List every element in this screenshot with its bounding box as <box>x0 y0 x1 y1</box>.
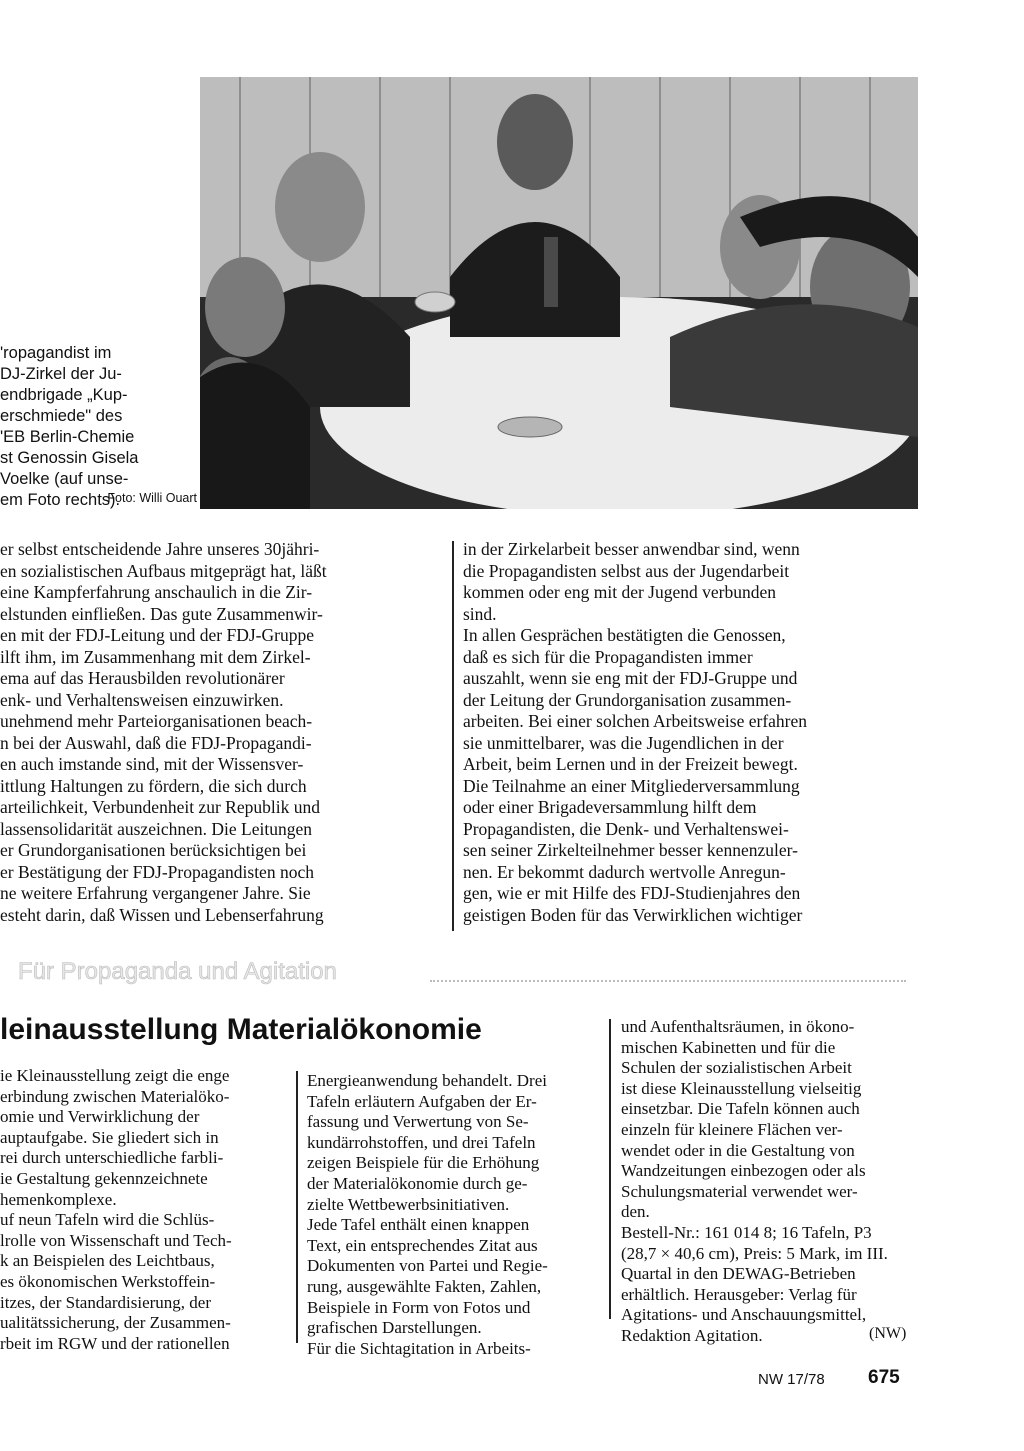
caption-line: DJ-Zirkel der Ju- <box>0 365 122 383</box>
text-line: In allen Gesprächen bestätigten die Genossen, <box>463 625 786 645</box>
text-line: erhältlich. Herausgeber: Verlag für <box>621 1284 857 1304</box>
text-line: lassensolidarität auszeichnen. Die Leitungen <box>0 818 312 839</box>
text-line: Agitations- und Anschauungsmittel, <box>621 1305 867 1325</box>
text-line: sen seiner Zirkelteilnehmer besser kennenzuler- <box>463 840 798 860</box>
page-number: 675 <box>868 1367 900 1388</box>
text-line: Beispiele in Form von Fotos und <box>307 1297 531 1317</box>
text-line: auszahlt, wenn sie eng mit der FDJ-Gruppe und <box>463 668 798 688</box>
text-line: lrolle von Wissenschaft und Tech- <box>0 1230 232 1250</box>
issue-number: NW 17/78 <box>758 1371 825 1388</box>
photo-credit: Foto: Willi Ouart <box>107 491 197 505</box>
text-line: den. <box>621 1202 650 1222</box>
text-line: arbeiten. Bei einer solchen Arbeitsweise erfahren <box>463 711 808 731</box>
text-line: Dokumenten von Partei und Regie- <box>307 1256 548 1276</box>
text-line: daß es sich für die Propagandisten immer <box>463 646 753 667</box>
text-line: rei durch unterschiedliche farbli- <box>0 1148 224 1168</box>
text-line: sie unmittelbarer, was die Jugendlichen in der <box>463 732 784 753</box>
text-line: es ökonomischen Werkstoffein- <box>0 1271 216 1291</box>
text-line: er Grundorganisationen berücksichtigen bei <box>0 840 307 860</box>
text-line: n bei der Auswahl, daß die FDJ-Propagandi- <box>0 732 312 753</box>
text-line: wendet oder in die Gestaltung von <box>621 1140 855 1160</box>
text-line: Wandzeitungen einbezogen oder als <box>621 1161 866 1181</box>
text-line: (28,7 × 40,6 cm), Preis: 5 Mark, im III. <box>621 1243 888 1263</box>
text-line: grafischen Darstellungen. <box>307 1318 482 1338</box>
text-line: er Bestätigung der FDJ-Propagandisten noch <box>0 861 314 882</box>
article-bottom-column-1 <box>0 1066 278 1354</box>
text-line: Jede Tafel enthält einen knappen <box>307 1215 530 1235</box>
text-line: k an Beispielen des Leichtbaus, <box>0 1251 215 1271</box>
text-line: Redaktion Agitation. <box>621 1325 763 1345</box>
text-line: Die Teilnahme an einer Mitgliederversammlung <box>463 775 800 796</box>
text-line: Energieanwendung behandelt. Drei <box>307 1071 547 1090</box>
text-line: ualitätssicherung, der Zusammen- <box>0 1313 231 1333</box>
text-line: die Propagandisten selbst aus der Jugendarbeit <box>463 560 790 581</box>
caption-line: endbrigade „Kup- <box>0 386 128 404</box>
text-line: ne weitere Erfahrung vergangener Jahre. Sie <box>0 883 311 903</box>
text-line: Propagandisten, die Denk- und Verhaltenswei- <box>463 818 789 839</box>
text-line: er selbst entscheidende Jahre unseres 30jähri- <box>0 539 320 559</box>
text-line: unehmend mehr Parteiorganisationen beach- <box>0 711 313 731</box>
text-line: Für die Sichtagitation in Arbeits- <box>307 1338 531 1358</box>
text-line: erbindung zwischen Materialöko- <box>0 1086 230 1106</box>
caption-line: st Genossin Gisela <box>0 449 139 467</box>
column-divider <box>452 541 454 931</box>
article-top-left-column <box>0 539 440 926</box>
text-line: Schulungsmaterial verwendet wer- <box>621 1181 858 1201</box>
column-divider <box>609 1019 611 1319</box>
text-line: einsetzbar. Die Tafeln können auch <box>621 1099 860 1119</box>
text-line: eine Kampferfahrung anschaulich in die Zir- <box>0 582 313 602</box>
text-line: en auch imstande sind, mit der Wissensver- <box>0 754 304 774</box>
text-line: ema auf das Herausbilden revolutionärer <box>0 668 285 688</box>
text-line: zeigen Beispiele für die Erhöhung <box>307 1153 540 1173</box>
text-line: Quartal in den DEWAG-Betrieben <box>621 1264 856 1284</box>
text-line: ist diese Kleinausstellung vielseitig <box>621 1078 862 1098</box>
text-line: Tafeln erläutern Aufgaben der Er- <box>307 1091 537 1111</box>
text-line: Text, ein entsprechendes Zitat aus <box>307 1235 538 1255</box>
text-line: der Leitung der Grundorganisation zusammen- <box>463 689 792 710</box>
text-line: Arbeit, beim Lernen und in der Freizeit bewegt. <box>463 754 798 774</box>
text-line: nen. Er bekommt dadurch wertvolle Anregun- <box>463 861 786 882</box>
text-line: Bestell-Nr.: 161 014 8; 16 Tafeln, P3 <box>621 1222 872 1242</box>
text-line: en mit der FDJ-Leitung und der FDJ-Gruppe <box>0 625 314 645</box>
text-line: mischen Kabinetten und für die <box>621 1037 836 1057</box>
text-line: gen, wie er mit Hilfe des FDJ-Studienjahres den <box>463 883 801 903</box>
text-line: rbeit im RGW und der rationellen <box>0 1333 230 1353</box>
text-line: ie Gestaltung gekennzeichnete <box>0 1168 208 1188</box>
author-signature: (NW) <box>869 1325 907 1342</box>
text-line: arteilichkeit, Verbundenheit zur Republik und <box>0 797 320 817</box>
text-line: in der Zirkelarbeit besser anwendbar sind, wenn <box>463 539 800 559</box>
text-line: itzes, der Standardisierung, der <box>0 1292 212 1312</box>
text-line: hemenkomplexe. <box>0 1189 117 1209</box>
text-line: einzeln für kleinere Flächen ver- <box>621 1119 843 1139</box>
text-line: omie und Verwirklichung der <box>0 1107 200 1127</box>
text-line: esteht darin, daß Wissen und Lebenserfahrung <box>0 904 324 925</box>
text-line: fassung und Verwertung von Se- <box>307 1112 529 1132</box>
article-bottom-column-3 <box>621 1017 911 1347</box>
text-line: ilft ihm, im Zusammenhang mit dem Zirkel- <box>0 646 311 667</box>
column-divider <box>296 1071 298 1343</box>
text-line: auptaufgabe. Sie gliedert sich in <box>0 1127 219 1147</box>
text-line: sind. <box>463 603 497 624</box>
text-line: zielte Wettbewerbsinitiativen. <box>307 1194 510 1214</box>
text-line: Schulen der sozialistischen Arbeit <box>621 1058 852 1078</box>
text-line: oder einer Brigadeversammlung hilft dem <box>463 797 757 817</box>
section-dotted-rule <box>430 980 906 982</box>
text-line: ittlung Haltungen zu fördern, die sich durch <box>0 775 307 796</box>
text-line: ie Kleinausstellung zeigt die enge <box>0 1066 230 1085</box>
photo-group-icon <box>200 77 918 509</box>
section-label: Für Propaganda und Agitation <box>18 958 337 985</box>
caption-line: em Foto rechts). <box>0 491 121 509</box>
text-line: und Aufenthaltsräumen, in ökono- <box>621 1017 855 1036</box>
text-line: der Materialökonomie durch ge- <box>307 1173 528 1193</box>
article-photo <box>200 77 918 509</box>
text-line: uf neun Tafeln wird die Schlüs- <box>0 1210 215 1230</box>
text-line: en sozialistischen Aufbaus mitgeprägt hat, läßt <box>0 560 327 581</box>
article-headline: leinausstellung Materialökonomie <box>0 1013 482 1046</box>
caption-line: 'ropagandist im <box>0 344 112 362</box>
photo-caption <box>0 343 197 511</box>
text-line: kommen oder eng mit der Jugend verbunden <box>463 582 776 602</box>
text-line: rung, ausgewählte Fakten, Zahlen, <box>307 1276 542 1296</box>
caption-line: Voelke (auf unse- <box>0 470 129 488</box>
article-top-right-column <box>463 539 915 926</box>
text-line: elstunden einfließen. Das gute Zusammenwir- <box>0 603 323 624</box>
caption-line: erschmiede" des <box>0 407 123 425</box>
article-bottom-column-2 <box>307 1071 597 1359</box>
text-line: kundärrohstoffen, und drei Tafeln <box>307 1132 536 1152</box>
text-line: enk- und Verhaltensweisen einzuwirken. <box>0 689 284 710</box>
caption-line: 'EB Berlin-Chemie <box>0 428 135 446</box>
text-line: geistigen Boden für das Verwirklichen wichtiger <box>463 904 803 925</box>
